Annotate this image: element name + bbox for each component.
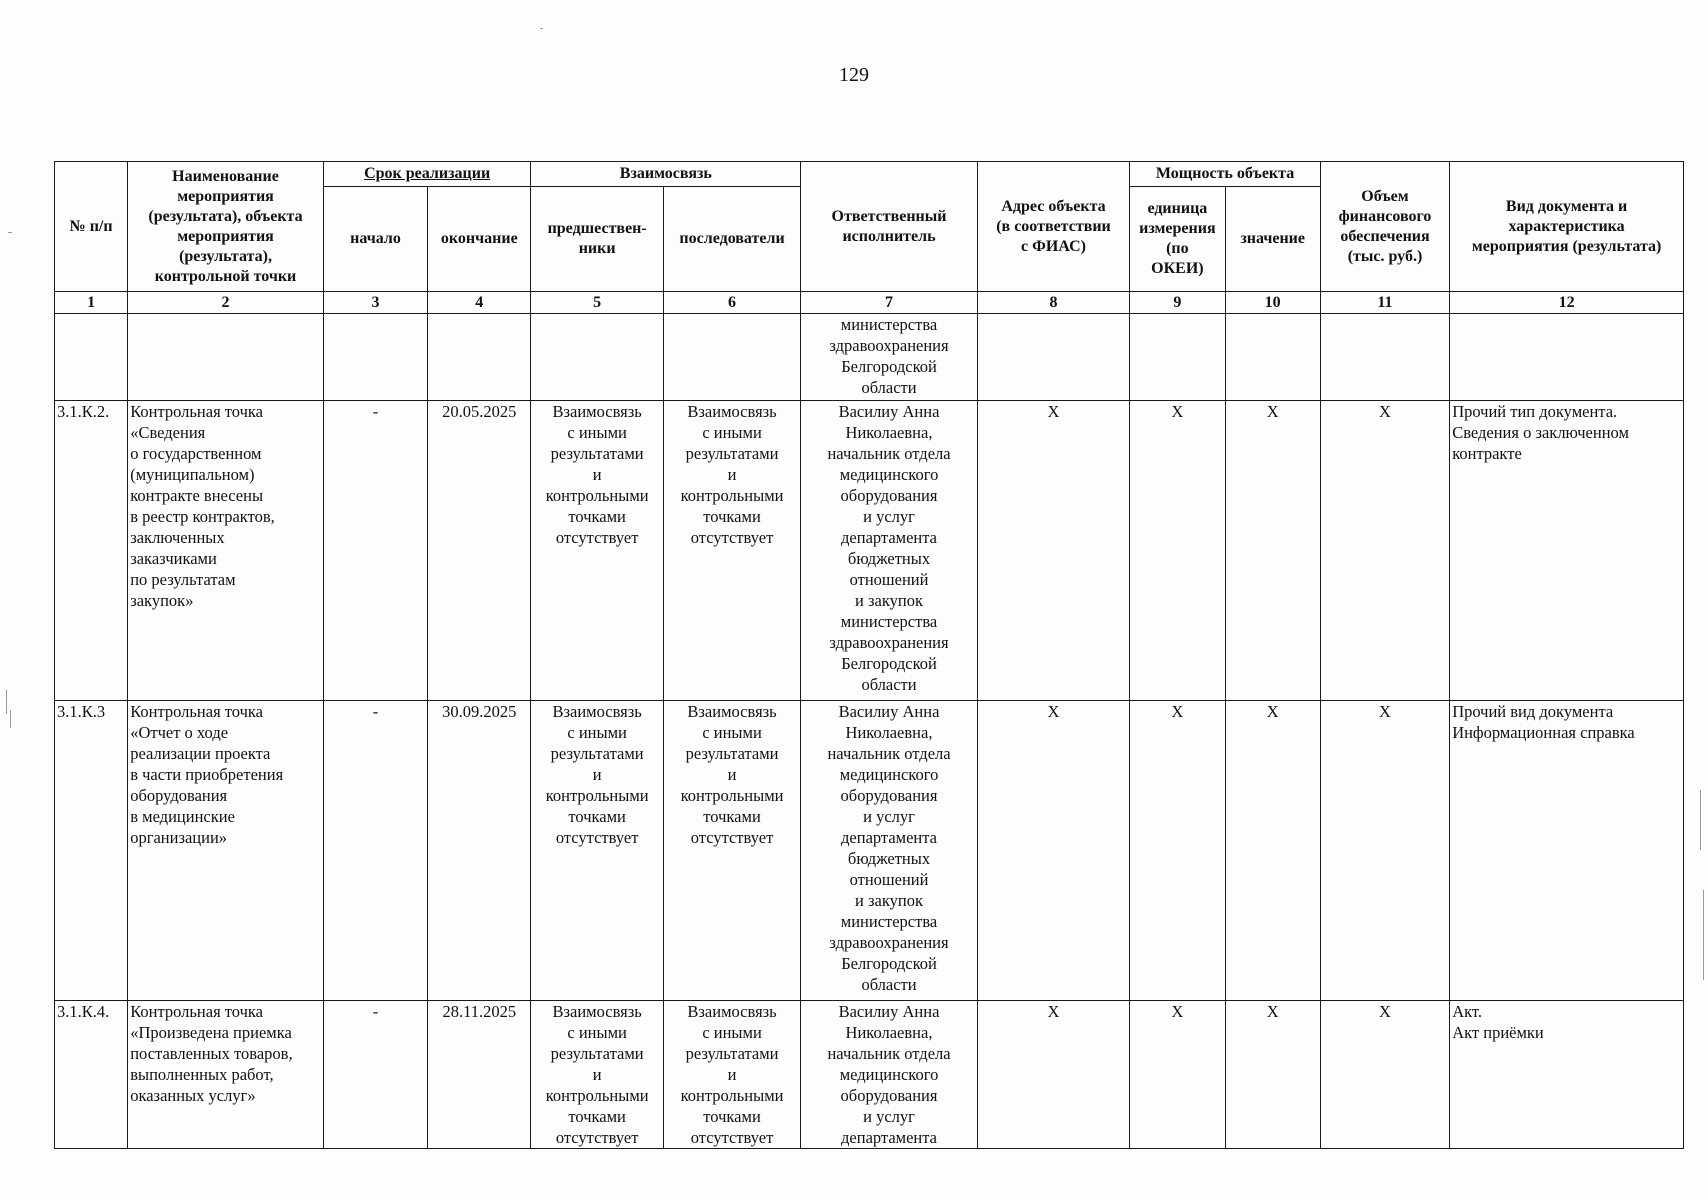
cell-resp: Василиу Анна Николаевна, начальник отдела медицинского оборудования и услуг департамента бюджетных отношений и закупок министерства здравоохранения Белгородской области xyxy=(801,401,978,701)
cell-finance: X xyxy=(1320,701,1449,1001)
cell-doc: Акт. Акт приёмки xyxy=(1450,1001,1684,1149)
cell-value: X xyxy=(1225,1001,1320,1149)
col-number: 8 xyxy=(977,292,1129,314)
header-doc: Вид документа и характеристика мероприятия (результата) xyxy=(1450,162,1684,292)
cell-empty xyxy=(1130,314,1225,401)
cell-name: Контрольная точка «Сведения о государственном (муниципальном) контракте внесены в реестр контрактов, заключенных заказчиками по результатам закупок» xyxy=(128,401,324,701)
header-link: Взаимосвязь xyxy=(531,162,801,187)
cell-empty xyxy=(55,314,128,401)
cell-doc: Прочий тип документа. Сведения о заключенном контракте xyxy=(1450,401,1684,701)
header-num: № п/п xyxy=(55,162,128,292)
header-row-1 xyxy=(55,162,1684,187)
col-number: 2 xyxy=(128,292,324,314)
column-number-row xyxy=(55,292,1684,314)
cell-empty xyxy=(128,314,324,401)
col-number: 4 xyxy=(428,292,531,314)
scan-mark xyxy=(6,690,7,714)
header-period: Срок реализации xyxy=(323,162,531,187)
table-row xyxy=(55,701,1684,1001)
cell-succ: Взаимосвязь с иными результатами и контрольными точками отсутствует xyxy=(663,701,800,1001)
scan-mark xyxy=(540,28,543,29)
cell-end: 28.11.2025 xyxy=(428,1001,531,1149)
cell-start: - xyxy=(323,401,427,701)
header-end: окончание xyxy=(428,187,531,292)
cell-empty xyxy=(1450,314,1684,401)
cell-succ: Взаимосвязь с иными результатами и контрольными точками отсутствует xyxy=(663,401,800,701)
cell-address: X xyxy=(977,701,1129,1001)
cell-empty xyxy=(428,314,531,401)
col-number: 6 xyxy=(663,292,800,314)
table-row xyxy=(55,401,1684,701)
cell-end: 20.05.2025 xyxy=(428,401,531,701)
header-finance: Объем финансового обеспечения (тыс. руб.) xyxy=(1320,162,1449,292)
cell-unit: X xyxy=(1130,401,1225,701)
scan-mark xyxy=(1700,790,1701,850)
header-value: значение xyxy=(1225,187,1320,292)
cell-resp: министерства здравоохранения Белгородской области xyxy=(801,314,978,401)
header-pred: предшествен- ники xyxy=(531,187,663,292)
cell-unit: X xyxy=(1130,1001,1225,1149)
scan-mark xyxy=(8,232,12,233)
col-number: 11 xyxy=(1320,292,1449,314)
cell-finance: X xyxy=(1320,1001,1449,1149)
activity-table xyxy=(54,161,1684,1149)
col-number: 5 xyxy=(531,292,663,314)
col-number: 12 xyxy=(1450,292,1684,314)
cell-empty xyxy=(977,314,1129,401)
header-unit: единица измерения (по ОКЕИ) xyxy=(1130,187,1225,292)
cell-pred: Взаимосвязь с иными результатами и контрольными точками отсутствует xyxy=(531,401,663,701)
cell-finance: X xyxy=(1320,401,1449,701)
table-row xyxy=(55,314,1684,401)
col-number: 9 xyxy=(1130,292,1225,314)
header-name: Наименование мероприятия (результата), объекта мероприятия (результата), контрольной точки xyxy=(128,162,324,292)
cell-unit: X xyxy=(1130,701,1225,1001)
table-row xyxy=(55,1001,1684,1149)
page-number: 129 xyxy=(839,64,869,86)
header-succ: последователи xyxy=(663,187,800,292)
header-resp: Ответственный исполнитель xyxy=(801,162,978,292)
col-number: 1 xyxy=(55,292,128,314)
cell-address: X xyxy=(977,401,1129,701)
cell-start: - xyxy=(323,701,427,1001)
header-address: Адрес объекта (в соответствии с ФИАС) xyxy=(977,162,1129,292)
cell-value: X xyxy=(1225,401,1320,701)
cell-name: Контрольная точка «Произведена приемка поставленных товаров, выполненных работ, оказанных услуг» xyxy=(128,1001,324,1149)
col-number: 7 xyxy=(801,292,978,314)
col-number: 3 xyxy=(323,292,427,314)
cell-succ: Взаимосвязь с иными результатами и контрольными точками отсутствует xyxy=(663,1001,800,1149)
cell-empty xyxy=(323,314,427,401)
header-start: начало xyxy=(323,187,427,292)
cell-num: 3.1.К.3 xyxy=(55,701,128,1001)
cell-name: Контрольная точка «Отчет о ходе реализации проекта в части приобретения оборудования в медицинские организации» xyxy=(128,701,324,1001)
cell-pred: Взаимосвязь с иными результатами и контрольными точками отсутствует xyxy=(531,1001,663,1149)
cell-empty xyxy=(531,314,663,401)
cell-end: 30.09.2025 xyxy=(428,701,531,1001)
cell-value: X xyxy=(1225,701,1320,1001)
cell-resp: Василиу Анна Николаевна, начальник отдела медицинского оборудования и услуг департамента xyxy=(801,1001,978,1149)
scan-mark xyxy=(1703,890,1704,980)
cell-empty xyxy=(663,314,800,401)
cell-num: 3.1.К.4. xyxy=(55,1001,128,1149)
cell-empty xyxy=(1320,314,1449,401)
cell-start: - xyxy=(323,1001,427,1149)
cell-pred: Взаимосвязь с иными результатами и контрольными точками отсутствует xyxy=(531,701,663,1001)
cell-address: X xyxy=(977,1001,1129,1149)
col-number: 10 xyxy=(1225,292,1320,314)
cell-resp: Василиу Анна Николаевна, начальник отдела медицинского оборудования и услуг департамента бюджетных отношений и закупок министерства здравоохранения Белгородской области xyxy=(801,701,978,1001)
scan-mark xyxy=(10,710,11,728)
cell-doc: Прочий вид документа Информационная справка xyxy=(1450,701,1684,1001)
cell-empty xyxy=(1225,314,1320,401)
header-capacity: Мощность объекта xyxy=(1130,162,1321,187)
cell-num: 3.1.К.2. xyxy=(55,401,128,701)
